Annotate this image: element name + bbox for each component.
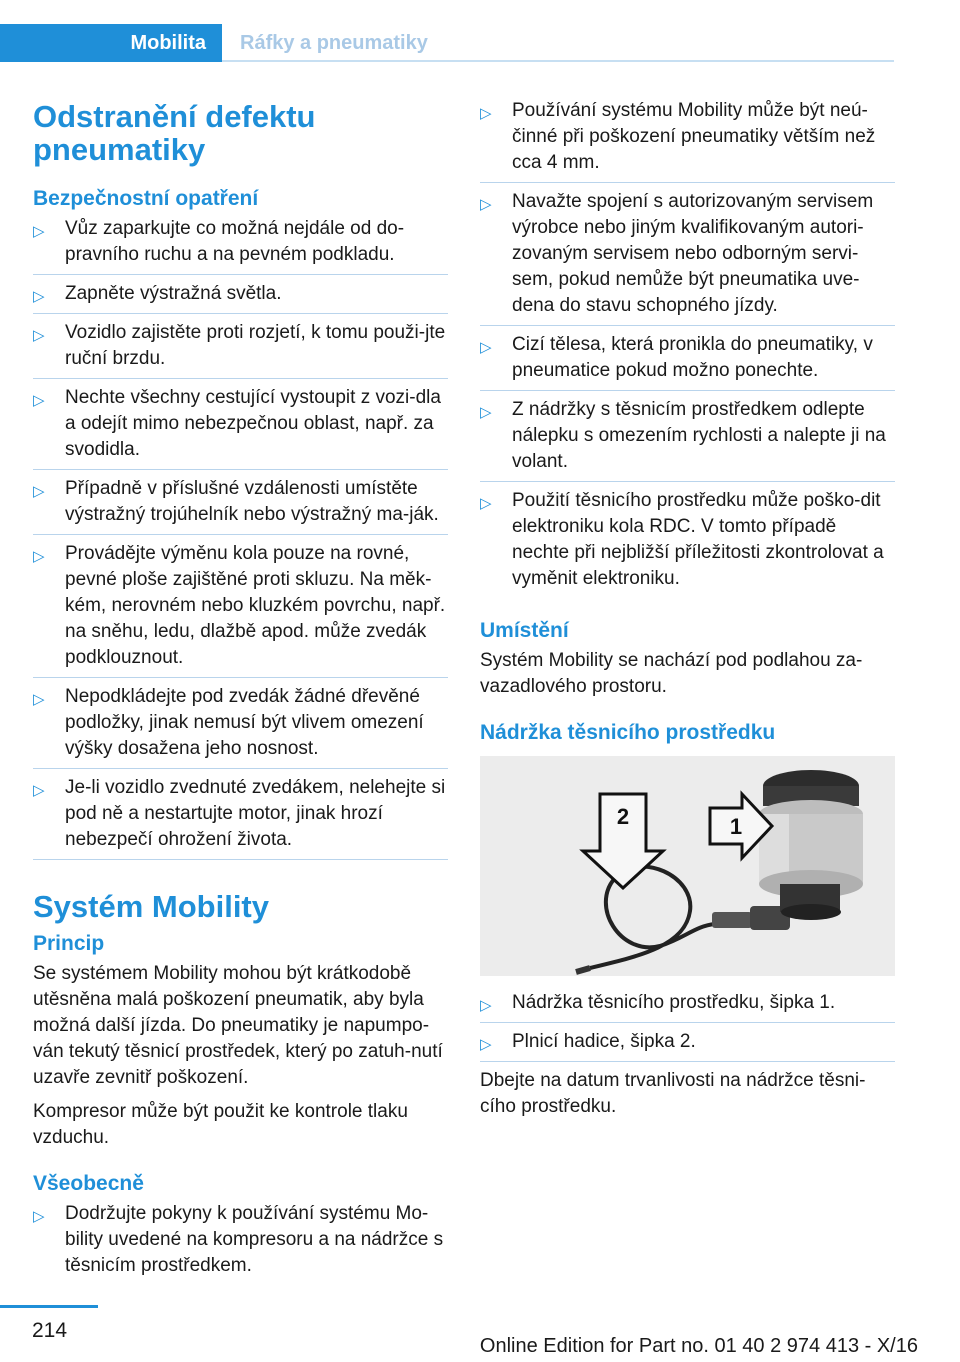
general-list	[33, 1201, 448, 1285]
general-heading: Všeobecně	[33, 1172, 144, 1195]
list-item: ▷ Nechte všechny cestující vystoupit z vozi‐dla a odejít mimo nebezpečnou oblast, např. za svodidla.	[33, 385, 448, 470]
list-item: ▷ Používání systému Mobility může být neú‐činné při poškození pneumatiky větším než cca 4 mm.	[480, 98, 895, 183]
subsection-label: Ráfky a pneumatiky	[240, 32, 428, 54]
safety-list	[33, 216, 448, 860]
compressor-paragraph: Kompresor může být použit ke kontrole tlaku vzduchu.	[33, 1101, 408, 1148]
bullet-triangle-icon: ▷	[33, 392, 45, 409]
location-text: Systém Mobility se nachází pod podlahou za‐vazadlového prostoru.	[480, 650, 863, 697]
bullet-triangle-icon: ▷	[480, 196, 492, 213]
list-item: ▷ Provádějte výměnu kola pouze na rovné, pevné ploše zajištěné proti skluzu. Na měk‐kém, nerovném nebo kluzkém povrchu, např. na sněhu, ledu, dlažbě apod. může zvedák podklouznout.	[33, 541, 448, 678]
figure-legend-list	[480, 990, 895, 1062]
bullet-triangle-icon: ▷	[480, 105, 492, 122]
right-column	[480, 98, 895, 1128]
list-item: ▷ Nádržka těsnicího prostředku, šipka 1.	[480, 990, 895, 1023]
princip-heading: Princip	[33, 932, 105, 955]
bullet-triangle-icon: ▷	[33, 548, 45, 565]
bullet-triangle-icon: ▷	[33, 483, 45, 500]
arrow-label-2: 2	[616, 804, 630, 829]
bullet-triangle-icon: ▷	[33, 223, 45, 240]
expiry-note: Dbejte na datum trvanlivosti na nádržce těsni‐cího prostředku.	[480, 1070, 866, 1117]
page-title: Odstranění defektu pneumatiky	[33, 99, 316, 167]
safety-heading: Bezpečnostní opatření	[33, 187, 259, 210]
bullet-triangle-icon: ▷	[480, 1036, 492, 1053]
list-item: ▷ Plnicí hadice, šipka 2.	[480, 1029, 895, 1062]
list-item: ▷ Vůz zaparkujte co možná nejdále od do‐pravního ruchu a na pevném podkladu.	[33, 216, 448, 275]
bullet-triangle-icon: ▷	[33, 288, 45, 305]
bullet-triangle-icon: ▷	[480, 997, 492, 1014]
footer-rule	[0, 1305, 98, 1308]
bullet-triangle-icon: ▷	[480, 339, 492, 356]
location-heading: Umístění	[480, 619, 569, 642]
bullet-triangle-icon: ▷	[33, 327, 45, 344]
list-item: ▷ Vozidlo zajistěte proti rozjetí, k tomu použi‐jte ruční brzdu.	[33, 320, 448, 379]
page-header	[0, 0, 960, 62]
section-tab: Mobilita	[0, 24, 222, 62]
list-item: ▷ Navažte spojení s autorizovaným servisem výrobce nebo jiným kvalifikovaným autori‐zovaným servisem nebo odborným servi‐sem, pokud nemůže být pneumatika uve‐dena do stavu schopného jízdy.	[480, 189, 895, 326]
list-item: ▷ Dodržujte pokyny k používání systému Mo‐bility uvedené na kompresoru a na nádržce s těsnicím prostředkem.	[33, 1203, 444, 1276]
list-item: ▷ Použití těsnicího prostředku může poško‐dit elektroniku kola RDC. V tomto případě nechte při nejbližší příležitosti zkontrolovat a vyměnit elektroniku.	[480, 490, 884, 589]
list-item: ▷ Nepodkládejte pod zvedák žádné dřevěné podložky, jinak nemusí být vlivem omezení výšky dosažena jeho nosnost.	[33, 684, 448, 769]
mobility-title: Systém Mobility	[33, 889, 269, 924]
list-item: ▷ Cizí tělesa, která pronikla do pneumatiky, v pneumatice pokud možno ponechte.	[480, 332, 895, 391]
bullet-triangle-icon: ▷	[480, 495, 492, 512]
list-item: ▷ Případně v příslušné vzdálenosti umístěte výstražný trojúhelník nebo výstražný ma‐ják.	[33, 476, 448, 535]
arrow-label-1: 1	[729, 814, 743, 839]
list-item: ▷ Z nádržky s těsnicím prostředkem odlepte nálepku s omezením rychlosti a nalepte ji na volant.	[480, 397, 895, 482]
bullet-triangle-icon: ▷	[33, 691, 45, 708]
container-heading: Nádržka těsnicího prostředku	[480, 721, 776, 744]
header-rule	[222, 60, 894, 62]
sealant-container-illustration	[480, 756, 895, 976]
list-item: ▷ Zapněte výstražná světla.	[33, 281, 448, 314]
list-item: ▷ Je-li vozidlo zvednuté zvedákem, nelehejte si pod ně a nestartujte motor, jinak hrozí nebezpečí ohrožení života.	[33, 775, 448, 860]
princip-paragraph: Se systémem Mobility mohou být krátkodobě utěsněna malá poškození pneumatik, aby byla možná další jízda. Do pneumatiky je napumpo‐ván tekutý těsnicí prostředek, který po zatuh‐nutí uzavře zevnitř poškození.	[33, 963, 443, 1088]
bullet-triangle-icon: ▷	[480, 404, 492, 421]
general-list-continued	[480, 98, 895, 598]
page-number: 214	[32, 1319, 68, 1342]
bullet-triangle-icon: ▷	[33, 782, 45, 799]
left-column	[33, 100, 448, 1291]
bullet-triangle-icon: ▷	[33, 1208, 45, 1225]
edition-note: Online Edition for Part no. 01 40 2 974 413 - X/16	[479, 1335, 918, 1357]
